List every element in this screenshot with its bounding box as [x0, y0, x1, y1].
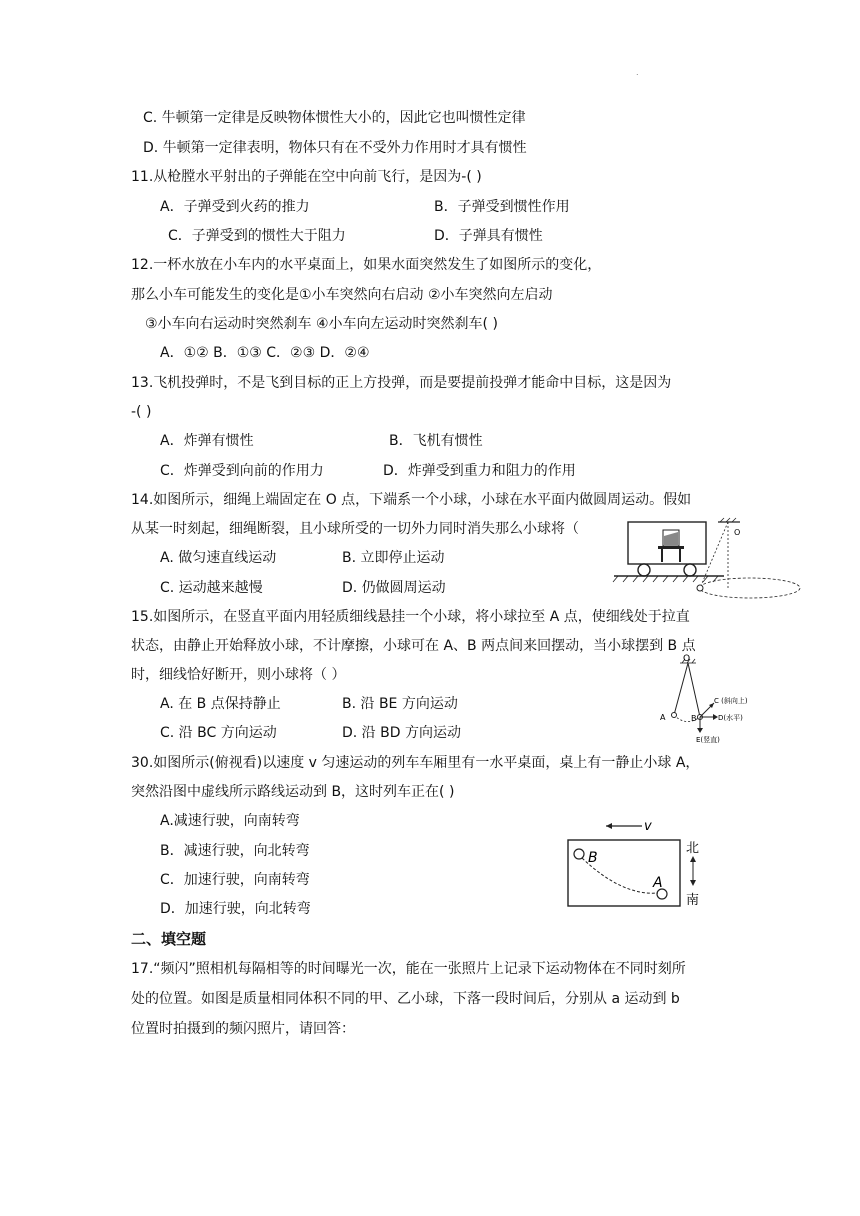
option-13a: A．炸弹有惯性 — [160, 433, 254, 449]
velocity-v-label: v — [644, 819, 652, 834]
option-14a: A. 做匀速直线运动 — [160, 550, 277, 566]
swing-c-label: C (斜向上) — [714, 697, 748, 705]
option-11c: C．子弹受到的惯性大于阻力 — [168, 228, 346, 244]
ball-a-label: A — [653, 875, 663, 891]
swing-pendulum-figure — [656, 655, 768, 745]
swing-o-label: O — [683, 654, 691, 664]
swing-e-label: E(竖直) — [696, 736, 720, 744]
question-15-line2: 状态，由静止开始释放小球，不计摩擦，小球可在 A、B 两点间来回摆动，当小球摆到 B 点 — [131, 638, 696, 654]
option-30b: B．减速行驶，向北转弯 — [160, 843, 310, 859]
option-30a: A.减速行驶，向南转弯 — [160, 813, 300, 829]
north-label: 北 — [686, 841, 700, 856]
question-12: 12.一杯水放在小车内的水平桌面上，如果水面突然发生了如图所示的变化， — [131, 257, 602, 273]
option-13d: D．炸弹受到重力和阻力的作用 — [383, 463, 576, 479]
options-12: A．①② B．①③ C．②③ D．②④ — [160, 345, 370, 361]
option-30c: C．加速行驶，向南转弯 — [160, 872, 310, 888]
question-14: 14.如图所示，细绳上端固定在 O 点，下端系一个小球，小球在水平面内做圆周运动。假如 — [131, 492, 692, 508]
option-13c: C．炸弹受到向前的作用力 — [160, 463, 324, 479]
option-11b: B．子弹受到惯性作用 — [434, 199, 570, 215]
option-14d: D. 仍做圆周运动 — [342, 580, 446, 596]
option-15b: B. 沿 BE 方向运动 — [342, 696, 458, 712]
option-14c: C. 运动越来越慢 — [160, 580, 263, 596]
option-15a: A. 在 B 点保持静止 — [160, 696, 281, 712]
question-30-line2: 突然沿图中虚线所示路线运动到 B，这时列车正在( ) — [131, 784, 455, 800]
option-15c: C. 沿 BC 方向运动 — [160, 725, 277, 741]
question-15: 15.如图所示，在竖直平面内用轻质细线悬挂一个小球，将小球拉至 A 点，使细线处于拉直 — [131, 609, 690, 625]
question-11: 11.从枪膛水平射出的子弹能在空中向前飞行，是因为-( ) — [131, 169, 482, 185]
question-15-line3: 时，细线恰好断开，则小球将（ ） — [131, 667, 346, 683]
option-13b: B．飞机有惯性 — [389, 433, 483, 449]
question-30: 30.如图所示(俯视看)以速度 v 匀速运动的列车车厢里有一水平桌面，桌上有一静止小球 A， — [131, 755, 700, 771]
section-heading-fill-in: 二、填空题 — [131, 930, 207, 948]
option-10d: D. 牛顿第一定律表明，物体只有在不受外力作用时才具有惯性 — [143, 140, 527, 156]
pendulum-o-label: O — [734, 528, 741, 537]
south-label: 南 — [686, 893, 700, 908]
option-11a: A．子弹受到火药的推力 — [160, 199, 310, 215]
option-15d: D. 沿 BD 方向运动 — [342, 725, 461, 741]
question-13-line2: -( ) — [131, 404, 152, 420]
option-30d: D．加速行驶，向北转弯 — [160, 901, 311, 917]
option-11d: D．子弹具有惯性 — [434, 228, 543, 244]
option-10c: C. 牛顿第一定律是反映物体惯性大小的，因此它也叫惯性定律 — [143, 110, 526, 126]
question-17: 17.“频闪”照相机每隔相等的时间曝光一次，能在一张照片上记录下运动物体在不同时刻所 — [131, 961, 686, 977]
swing-d-label: D(水平) — [718, 714, 743, 722]
swing-a-label: A — [660, 713, 666, 722]
option-14b: B. 立即停止运动 — [342, 550, 445, 566]
question-12-line3: ③小车向右运动时突然刹车 ④小车向左运动时突然刹车( ) — [145, 316, 498, 332]
ball-b-label: B — [588, 850, 598, 866]
question-12-line2: 那么小车可能发生的变化是①小车突然向右启动 ②小车突然向左启动 — [131, 287, 553, 303]
swing-b-label: B — [691, 714, 697, 723]
conical-pendulum-figure — [690, 518, 800, 610]
question-17-line3: 位置时拍摄到的频闪照片，请回答： — [131, 1021, 355, 1037]
question-14-line2: 从某一时刻起，细绳断裂，且小球所受的一切外力同时消失那么小球将（ — [131, 521, 579, 537]
train-topview-figure — [562, 814, 722, 914]
question-13: 13.飞机投弹时，不是飞到目标的正上方投弹，而是要提前投弹才能命中目标，这是因为 — [131, 375, 672, 391]
header-mark: . — [636, 68, 639, 77]
question-17-line2: 处的位置。如图是质量相同体积不同的甲、乙小球，下落一段时间后，分别从 a 运动到 b — [131, 991, 680, 1007]
